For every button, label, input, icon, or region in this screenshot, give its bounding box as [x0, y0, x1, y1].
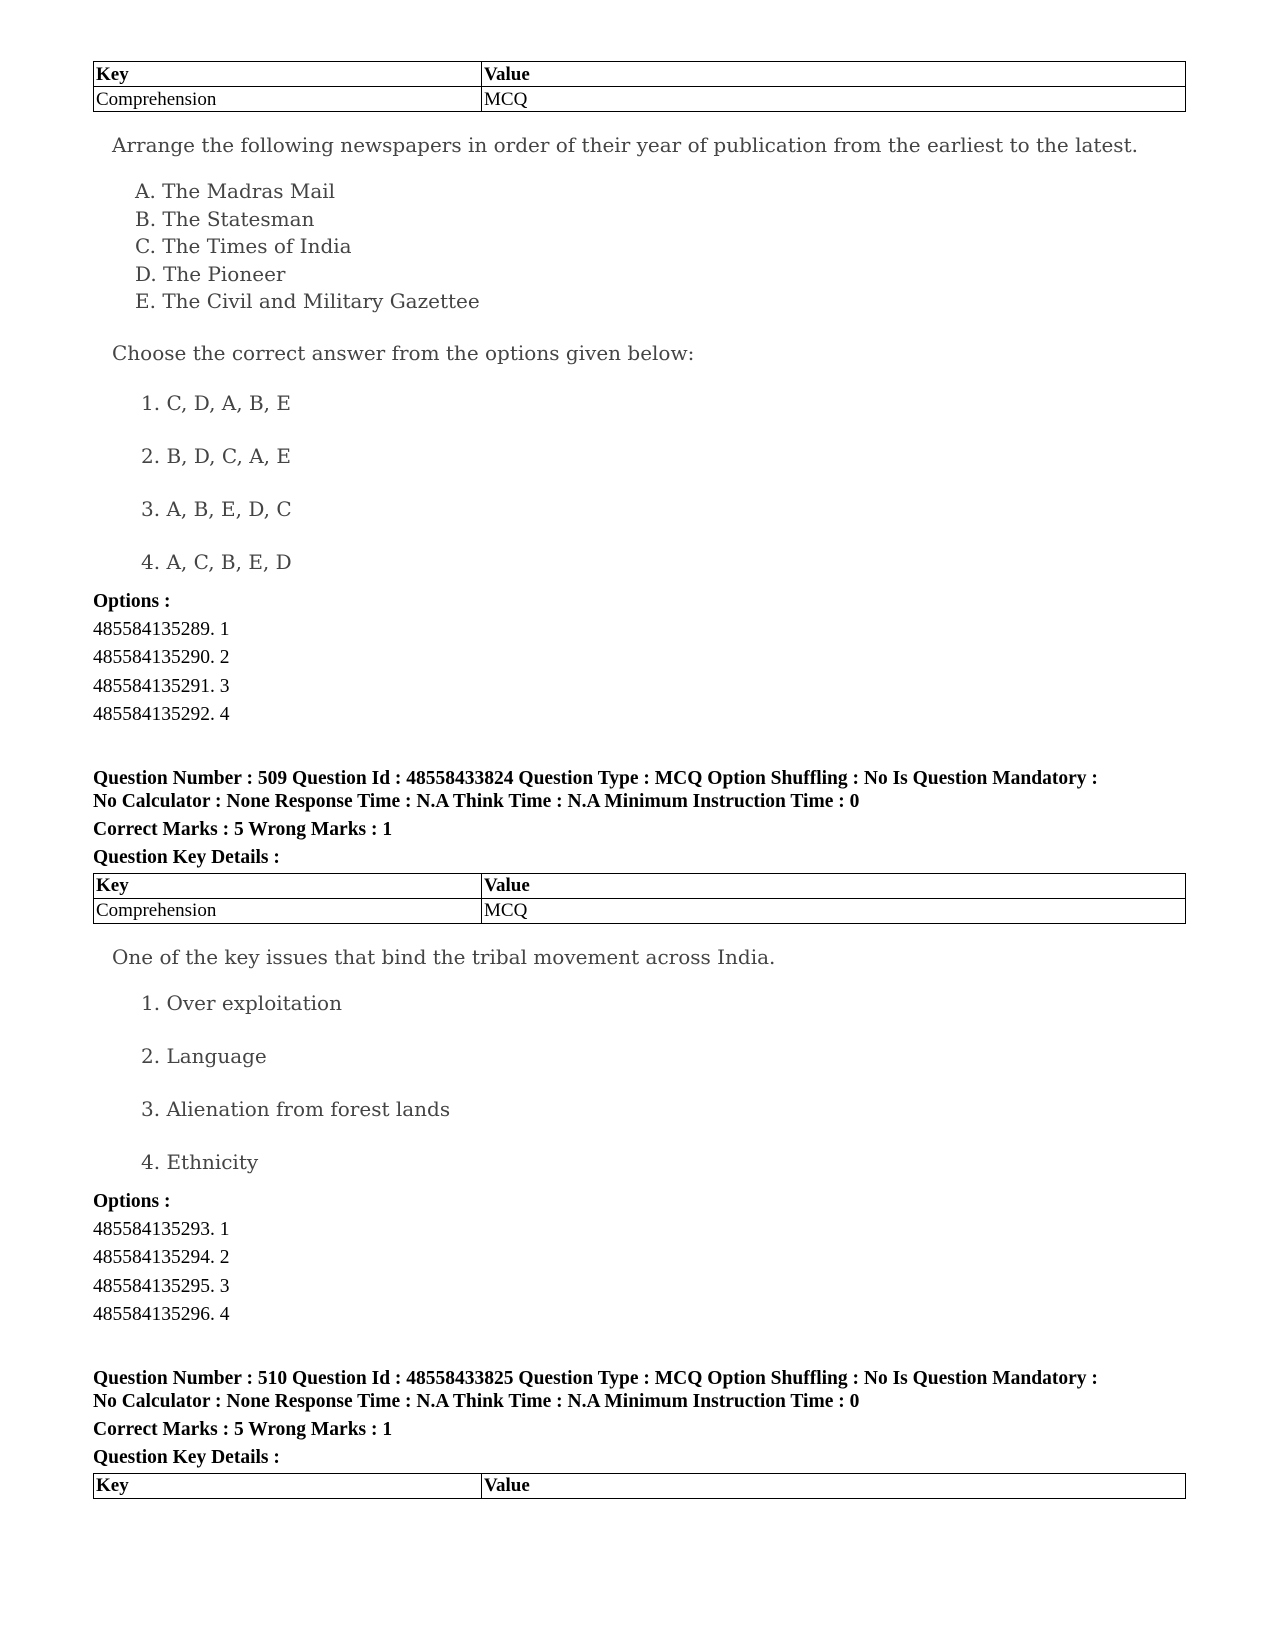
- key-details-label: Question Key Details :: [93, 1446, 280, 1468]
- option-item: 485584135289. 1: [93, 618, 230, 640]
- list-item: 4. Ethnicity: [141, 1149, 259, 1174]
- question-text: Arrange the following newspapers in order of their year of publication from the earliest to the latest.: [112, 133, 1138, 157]
- option-item: 485584135291. 3: [93, 675, 230, 697]
- list-item: 1. C, D, A, B, E: [141, 390, 291, 415]
- choice-list: [93, 988, 1186, 1200]
- table-cell-value: MCQ: [482, 898, 1186, 923]
- list-item: A. The Madras Mail: [135, 179, 336, 203]
- table-header-row: [94, 873, 1186, 898]
- marks-line: Correct Marks : 5 Wrong Marks : 1: [93, 818, 393, 840]
- options-label: Options :: [93, 1190, 171, 1212]
- item-list: [93, 178, 1186, 316]
- table-header-row: [94, 62, 1186, 87]
- list-item: B. The Statesman: [135, 206, 315, 231]
- table-cell-key: Comprehension: [94, 898, 482, 923]
- list-item: D. The Pioneer: [135, 261, 286, 286]
- list-item: 3. A, B, E, D, C: [141, 496, 292, 521]
- question-meta: [93, 767, 1186, 872]
- marks-line: Correct Marks : 5 Wrong Marks : 1: [93, 1418, 393, 1440]
- table-cell-value: MCQ: [482, 87, 1186, 112]
- question-meta-line: No Calculator : None Response Time : N.A Think Time : N.A Minimum Instruction Time : 0: [93, 1390, 860, 1412]
- list-item: C. The Times of India: [135, 234, 352, 258]
- option-item: 485584135293. 1: [93, 1218, 230, 1240]
- question-meta-line: Question Number : 510 Question Id : 48558433825 Question Type : MCQ Option Shuffling : No Is Question Mandatory :: [93, 1367, 1098, 1389]
- option-item: 485584135295. 3: [93, 1275, 230, 1297]
- table-row: [94, 87, 1186, 112]
- question-key-table: [93, 873, 1186, 924]
- options-section: [93, 1188, 1186, 1330]
- question-meta: [93, 1367, 1186, 1472]
- table-header-key: Key: [94, 1473, 482, 1498]
- table-header-value: Value: [482, 873, 1186, 898]
- document-page: [93, 61, 1186, 1499]
- question-meta-line: Question Number : 509 Question Id : 48558433824 Question Type : MCQ Option Shuffling : No Is Question Mandatory :: [93, 767, 1098, 789]
- key-details-label: Question Key Details :: [93, 846, 280, 868]
- option-item: 485584135296. 4: [93, 1304, 230, 1325]
- options-label: Options :: [93, 590, 171, 612]
- list-item: 2. Language: [141, 1043, 267, 1068]
- table-row: [94, 898, 1186, 923]
- list-item: 2. B, D, C, A, E: [141, 443, 291, 468]
- table-cell-key: Comprehension: [94, 87, 482, 112]
- question-key-table: [93, 1473, 1186, 1499]
- question-meta-line: No Calculator : None Response Time : N.A Think Time : N.A Minimum Instruction Time : 0: [93, 790, 860, 812]
- question-text: One of the key issues that bind the tribal movement across India.: [112, 944, 776, 969]
- list-item: 4. A, C, B, E, D: [141, 549, 292, 574]
- table-header-value: Value: [482, 62, 1186, 87]
- list-item: E. The Civil and Military Gazettee: [135, 289, 480, 313]
- list-item: 3. Alienation from forest lands: [141, 1096, 451, 1121]
- question-key-table: [93, 61, 1186, 112]
- question-image: [93, 132, 1186, 600]
- choice-list: [93, 388, 1186, 600]
- table-header-key: Key: [94, 62, 482, 87]
- table-header-row: [94, 1473, 1186, 1498]
- question-image: [93, 942, 1186, 1200]
- option-item: 485584135294. 2: [93, 1247, 230, 1268]
- table-header-key: Key: [94, 873, 482, 898]
- table-header-value: Value: [482, 1473, 1186, 1498]
- instruction-text: Choose the correct answer from the options given below:: [112, 340, 695, 365]
- option-item: 485584135292. 4: [93, 704, 230, 725]
- option-item: 485584135290. 2: [93, 647, 230, 668]
- list-item: 1. Over exploitation: [141, 990, 342, 1015]
- options-section: [93, 588, 1186, 730]
